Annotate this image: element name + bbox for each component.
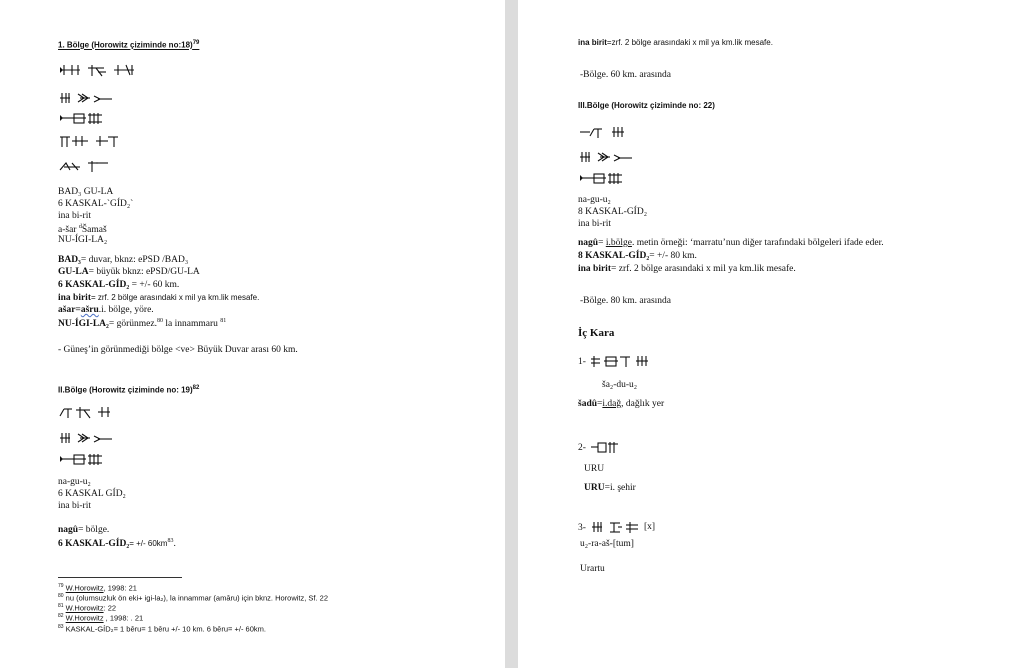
cuneiform-line-7 [58,430,118,446]
list-item-number: 2- [578,443,586,453]
translit-line: ina bi-rit [578,219,611,229]
translit-line: BAD₃ GU-LA [58,187,114,197]
cuneiform-line-9 [578,124,638,140]
cuneiform-line-14 [590,519,642,535]
cuneiform-line-3 [58,110,118,126]
cuneiform-line-10 [578,149,638,165]
translit-line: na-gu-u₂ [58,477,91,487]
definition-sadu: šadû=i.dağ, dağlık yer [578,399,665,409]
cuneiform-line-4 [58,133,128,149]
definition-kaskal-2: 6 KASKAL-GÍD₂= +/- $60km^{83}$. [58,538,176,550]
section-heading-1: 1. Bölge (Horowitz çiziminde no:18)$^{79}$ [58,40,200,50]
definition-ina-birit: ina birit= zrf. 2 bölge arasındaki x mil ya km.lik mesafe. [58,293,260,303]
translit-line: ina bi-rit [58,501,91,511]
definition-bad3: BAD₃= duvar, bknz: ePSD /BAD₃ [58,255,189,265]
section-heading-2: II.Bölge (Horowitz çiziminde no: 19)$^{82}$ [58,385,200,395]
footnote: $^{83}$ KASKAL-GÍD₂= 1 bēru= 1 bēru +/- 10 km. 6 bēru= +/- 60km. [58,624,266,634]
cuneiform-line-12 [590,353,652,369]
page-gutter [505,0,518,668]
cuneiform-line-13 [590,439,620,455]
translit-line: u₂-ra-aš-[tum] [580,539,634,549]
footnote: $^{80}$ nu (olumsuzluk ön eki+ igi-la₂), la innammar (amāru) için bknz. Horowitz, Sf. 22 [58,593,329,603]
definition-kaskal: 6 KASKAL-GÍD₂ = +/- 60 km. [58,280,180,290]
translit-line: a-šar $^d$Šamaš [58,224,107,236]
cuneiform-line-11 [578,170,638,186]
cuneiform-line-8 [58,451,118,467]
uncertain-sign: [x] [644,522,656,532]
definition-nagu: nagû= bölge. [58,525,110,535]
definition-nu-igi-la: NU-ÍGI-LA₂= görünmez.$^{80}$ la innammaru $^{81}$ [58,318,227,330]
translit-line: na-gu-u₂ [578,195,611,205]
cuneiform-line-1 [58,62,138,78]
region-summary: -Bölge. 80 km. arasında [580,296,672,306]
definition-asar: ašar=ašru.i. bölge, yöre. [58,305,154,315]
translit-line: URU [584,464,605,474]
translit-line: 6 KASKAL GÍD₂ [58,489,126,499]
footnote: $^{81}$ W.Horowitz: 22 [58,603,117,613]
definition-uru: URU=i. şehir [584,483,636,493]
document-page-left [0,0,505,668]
translit-line: 6 KASKAL-`GÍD₂` [58,199,134,209]
translit-line: NU-ÍGI-LA₂ [58,235,108,245]
document-page-right [518,0,1024,668]
cuneiform-line-2 [58,90,118,106]
translit-line: ša₂-du-u₂ [602,380,638,390]
cuneiform-line-5 [58,158,118,174]
definition-ina-birit: ina birit=zrf. 2 bölge arasındaki x mil ya km.lik mesafe. [578,38,773,47]
definition-ina-birit-2: ina birit= zrf. 2 bölge arasındaki x mil ya km.lik mesafe. [578,264,796,274]
region-summary: - Güneş’in görünmediği bölge <ve> Büyük Duvar arası 60 km. [58,345,298,355]
definition-nagu: nagû= i.bölge. metin örneği: ‘marratu’nun diğer tarafındaki bölgeleri ifade eder. [578,238,884,248]
gloss-urartu: Urartu [580,564,605,574]
cuneiform-line-6 [58,404,118,420]
definition-gula: GU-LA= büyük bknz: ePSD/GU-LA [58,267,200,277]
list-item-number: 1- [578,357,586,367]
footnote: $^{79}$ W.Horowitz, 1998: 21 [58,583,137,593]
section-heading-4: İç Kara [578,327,615,339]
translit-line: 8 KASKAL-GÍD₂ [578,207,648,217]
region-summary: -Bölge. 60 km. arasında [580,70,672,80]
section-heading-3: III.Bölge (Horowitz çiziminde no: 22) [578,101,715,110]
definition-kaskal: 8 KASKAL-GÍD₂= +/- 80 km. [578,251,697,261]
list-item-number: 3- [578,523,586,533]
translit-line: ina bi-rit [58,211,91,221]
footnote-separator [58,577,182,578]
footnote: $^{82}$ W.Horowitz , 1998: . 21 [58,613,144,623]
